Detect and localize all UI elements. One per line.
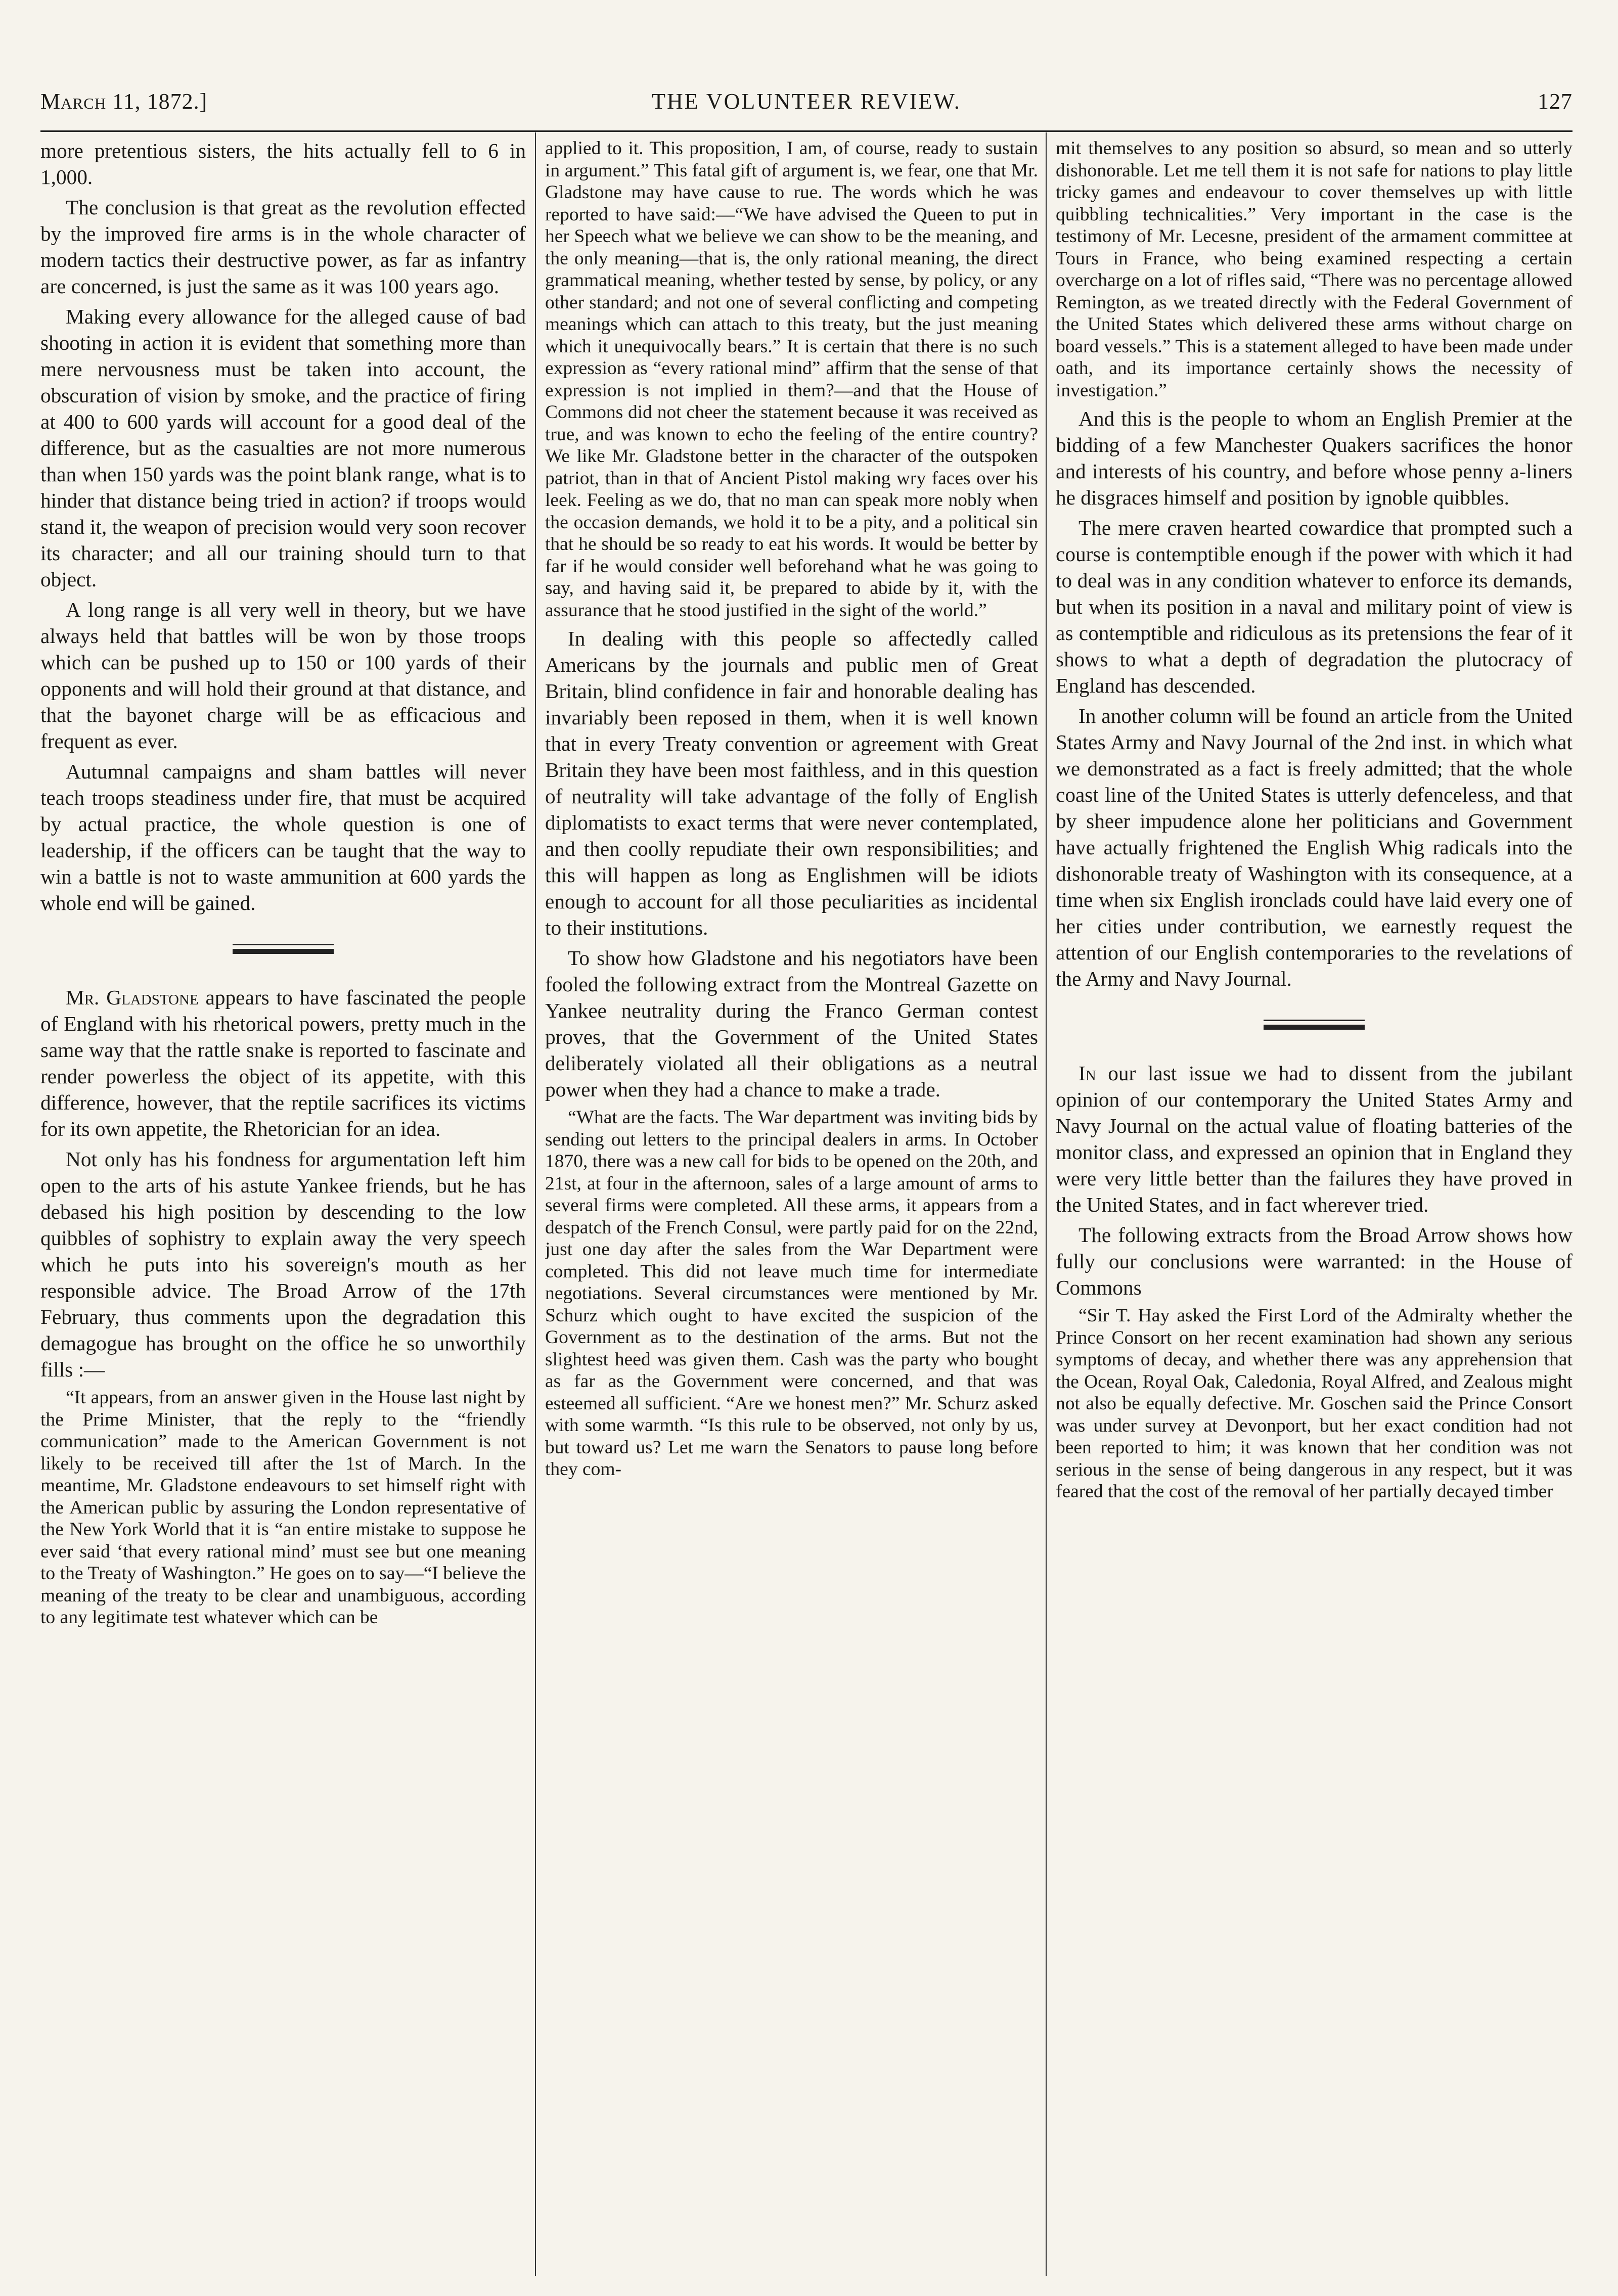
paragraph: To show how Gladstone and his negotiators have been fooled the following extract from the Montreal Gazette on Yankee neutrality during the Franco German contest proves, that the Government of the United States deliberately violated all their obligations as a neutral power when they had a chance to make a trade.: [545, 946, 1038, 1101]
paragraph: In dealing with this people so affectedly called Americans by the journals and public men of Great Britain, blind confidence in fair and honorable dealing has invariably been reposed in them, when it is well known that in every Treaty convention or agreement with Great Britain they have been most faithless, and in this question of neutrality will take advantage of the folly of English diplomatists to exact terms that were never contemplated, and then coolly repudiate their own responsibilities; and this will happen as long as Englishmen will be idiots enough to account for all those peculiarities as incidental to their institutions.: [545, 627, 1038, 939]
paragraph: The conclusion is that great as the revolution effected by the improved fire arms is in the whole character of modern tactics their destructive power, as far as infantry are concerned, is just the same as it was 100 years ago.: [40, 196, 526, 298]
page-number: 127: [1538, 89, 1572, 114]
header-rule: [40, 130, 1572, 132]
section-separator: [1264, 1020, 1365, 1030]
column-3: [1056, 137, 1572, 2276]
paragraph: Autumnal campaigns and sham battles will never teach troops steadiness under fire, that must be acquired by actual practice, the whole question is one of leadership, if the officers can be taught that the way to win a battle is not to waste ammunition at 600 yards the whole end will be gained.: [40, 760, 526, 914]
lead-words: Mr. Gladstone: [66, 986, 199, 1009]
section-separator: [233, 944, 334, 954]
column-2: [545, 137, 1038, 2276]
issue-date: March 11, 1872.]: [40, 89, 208, 114]
quoted-paragraph: “What are the facts. The War department was inviting bids by sending out letters to the principal dealers in arms. In October 1870, there was a new call for bids to be opened on the 20th, and 21st, at four in the afternoon, sales of a large amount of arms to several firms were completed. All these arms, it appears from a despatch of the French Consul, were partly paid for on the 22nd, just one day after the sales from the War Department were completed. This did not leave much time for intermediate negotiations. Several circumstances were mentioned by Mr. Schurz which ought to have excited the suspicion of the Government as to the destination of the arms. But not the slightest heed was given them. Cash was the party who bought as far as the Government were concerned, and that was esteemed all sufficient. “Are we honest men?” Mr. Schurz asked with some warmth. “Is this rule to be observed, not only by us, but toward us? Let me warn the Senators to pause long before they com-: [545, 1107, 1038, 1480]
paragraph: [40, 984, 526, 1142]
publication-title: THE VOLUNTEER REVIEW.: [652, 89, 961, 114]
paragraph: The following extracts from the Broad Arrow shows how fully our conclusions were warranted: in the House of Commons: [1056, 1223, 1572, 1299]
quoted-paragraph: “Sir T. Hay asked the First Lord of the Admiralty whether the Prince Consort on her recent examination had shown any serious symptoms of decay, and whether there was any apprehension that the Ocean, Royal Oak, Caledonia, Royal Alfred, and Zealous might not also be equally defective. Mr. Goschen said the Prince Consort was under survey at Devonport, but her exact condition had not been reported to him; it was known that her condition was not serious in the sense of being dangerous in any respect, but it was feared that the cost of the removal of her partially decayed timber: [1056, 1305, 1572, 1502]
paragraph: A long range is all very well in theory, but we have always held that battles will be won by those troops which can be pushed up to 150 or 100 yards of their opponents and will hold their ground at that distance, and that the bayonet charge will be as efficacious and frequent as ever.: [40, 598, 526, 753]
quoted-paragraph: applied to it. This proposition, I am, of course, ready to sustain in argument.” This fatal gift of argument is, we fear, one that Mr. Gladstone may have cause to rue. The words which he was reported to have said:—“We have advised the Queen to put in her Speech what we believe we can show to be the meaning, and the only meaning—that is, the only rational meaning, the direct grammatical meaning, whether tested by sense, by policy, or any other standard; and not one of several conflicting and competing meanings which can attach to this treaty, but the just meaning which it unequivocally bears.” It is certain that there is no such expression as “every rational mind” affirm that the sense of that expression is not implied in them?—and that the House of Commons did not cheer the statement because it was received as true, and was known to echo the feeling of the entire country? We like Mr. Gladstone better in the character of the outspoken patriot, than in that of Ancient Pistol making wry faces over his leek. Feeling as we do, that no man can speak more nobly when the occasion demands, we hold it to be a pity, and a political sin that he should be so ready to eat his words. It would be better by far if he would consider well beforehand what he was going to say, and having said it, be prepared to abide by it, with the assurance that he stood justified in the sight of the world.”: [545, 138, 1038, 621]
paragraph: [1056, 1060, 1572, 1218]
paragraph: Not only has his fondness for argumentation left him open to the arts of his astute Yankee friends, but he has debased his high position by descending to the low quibbles of sophistry to explain away the very speech which he puts into his sovereign's mouth as her responsible advice. The Broad Arrow of the 17th February, thus comments upon the degradation this demagogue has brought on the office he so unworthily fills :—: [40, 1147, 526, 1381]
quoted-paragraph: mit themselves to any position so absurd, so mean and so utterly dishonorable. Let me tell them it is not safe for nations to play little tricky games and endeavour to cover themselves up with little quibbling technicalities.” Very important in the case is the testimony of Mr. Lecesne, president of the armament committee at Tours in France, who being examined respecting a certain overcharge on a lot of rifles said, “There was no percentage allowed Remington, as we treated directly with the Federal Government of the United States which delivered these arms without charge on board vessels.” This is a statement alleged to have been made under oath, and its importance certainly shows the necessity of investigation.”: [1056, 138, 1572, 401]
paragraph-text: appears to have fascinated the people of England with his rhetorical powers, pretty much in the same way that the rattle snake is reported to fascinate and render powerless the object of its appetite, with this difference, however, that the reptile sacrifices its victims for its own appetite, the Rhetorician for an idea.: [40, 986, 526, 1140]
paragraph: more pretentious sisters, the hits actually fell to 6 in 1,000.: [40, 139, 526, 189]
column-divider: [535, 132, 536, 2276]
quoted-paragraph: “It appears, from an answer given in the House last night by the Prime Minister, that the reply to the “friendly communication” made to the American Government is not likely to be received till after the 1st of March. In the meantime, Mr. Gladstone endeavours to set himself right with the American public by assuring the London representative of the New York World that it is “an entire mistake to suppose he ever said ‘that every rational mind’ must see but one meaning to the Treaty of Washington.” He goes on to say—“I believe the meaning of the treaty to be clear and unambiguous, according to any legitimate test whatever which can be: [40, 1387, 526, 1628]
column-1: [40, 137, 526, 2276]
paragraph: In another column will be found an article from the United States Army and Navy Journal of the 2nd inst. in which what we demonstrated as a fact is freely admitted; that the whole coast line of the United States is utterly defenceless, and that by sheer impudence alone her politicians and Government have actually frightened the English Whig radicals into the dishonorable treaty of Washington with its consequence, at a time when six English ironclads could have laid every one of her cities under contribution, we earnestly request the attention of our English contemporaries to the revelations of the Army and Navy Journal.: [1056, 704, 1572, 990]
paragraph: Making every allowance for the alleged cause of bad shooting in action it is evident that something more than mere nervousness must be taken into account, the obscuration of vision by smoke, and the practice of firing at 400 to 600 yards will account for a good deal of the difference, but as the casualties are not more numerous than when 150 yards was the point blank range, what is to hinder that distance being tried in action? if troops would stand it, the weapon of precision would very soon recover its character; and all our training should turn to that object.: [40, 305, 526, 591]
page-header: [40, 88, 1572, 124]
paragraph-text: our last issue we had to dissent from the jubilant opinion of our contemporary the United States Army and Navy Journal on the actual value of floating batteries of the monitor class, and expressed an opinion that in England they were very little better than the failures they have proved in the United States, and in fact wherever tried.: [1056, 1062, 1572, 1216]
column-divider: [1046, 132, 1047, 2276]
paragraph: And this is the people to whom an English Premier at the bidding of a few Manchester Quakers sacrifices the honor and interests of his country, and before whose penny a-liners he disgraces himself and position by ignoble quibbles.: [1056, 407, 1572, 509]
paragraph: The mere craven hearted cowardice that prompted such a course is contemptible enough if the power with which it had to deal was in any condition whatever to enforce its demands, but when its position in a naval and military point of view is as contemptible and ridiculous as its pretensions the fear of it shows to what a depth of degradation the plutocracy of England has descended.: [1056, 516, 1572, 697]
lead-words: In: [1078, 1062, 1096, 1085]
